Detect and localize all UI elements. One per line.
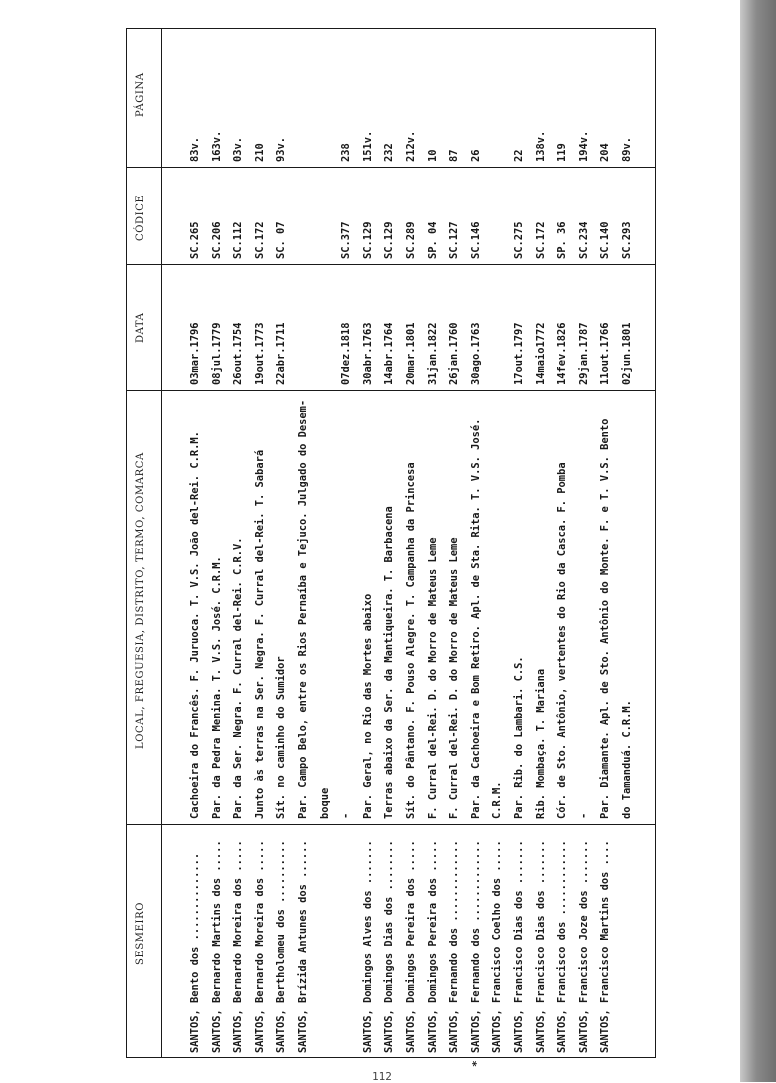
- cell-codice: SP. 36: [556, 221, 569, 259]
- cell-data: 14fev.1826: [556, 322, 569, 385]
- cell-sesmeiro: SANTOS, Bertholomeu dos ..........: [275, 840, 288, 1053]
- cell-codice: SC.172: [534, 221, 547, 259]
- cell-local: boque: [318, 787, 331, 819]
- cell-local: Par. da Ser. Negra. F. Curral del-Rei. C.R.V.: [232, 537, 245, 819]
- sesmarias-table: [126, 28, 656, 1067]
- cell-local: Par. da Pedra Menina. T. V.S. José. C.R.M.: [210, 556, 223, 819]
- header-data: DATA: [135, 312, 146, 343]
- cell-data: 22abr.1711: [275, 322, 288, 385]
- cell-local: F. Curral del-Rei. D. do Morro de Mateus Leme: [448, 537, 461, 819]
- cell-pagina: 232: [383, 143, 396, 162]
- cell-pagina: 26: [469, 149, 482, 162]
- cell-pagina: 151v.: [361, 130, 374, 162]
- cell-data: 03mar.1796: [189, 322, 201, 385]
- table-body: [189, 27, 649, 1067]
- cell-codice: SC.206: [210, 221, 223, 259]
- cell-local: Par. Geral, no Rio das Mortes abaixo: [361, 593, 374, 819]
- page-number: 112: [372, 1070, 392, 1083]
- cell-sesmeiro: SANTOS, Fernando dos .............: [448, 840, 461, 1053]
- header-pagina: PÁGINA: [135, 72, 146, 117]
- cell-data: 26out.1754: [232, 322, 245, 385]
- cell-sesmeiro: SANTOS, Brízida Antunes dos ......: [297, 840, 309, 1053]
- cell-sesmeiro: SANTOS, Francisco dos ............: [556, 840, 569, 1053]
- cell-pagina: 22: [513, 149, 525, 162]
- cell-data: 14maio1772: [534, 322, 547, 385]
- cell-pagina: 93v.: [275, 136, 288, 162]
- header-sesmeiro: SESMEIRO: [135, 901, 146, 965]
- cell-data: 30abr.1763: [361, 322, 374, 385]
- cell-codice: SC.377: [340, 221, 353, 259]
- cell-sesmeiro: SANTOS, Francisco Joze dos .......: [577, 840, 590, 1053]
- header-codice: CÓDICE: [135, 194, 146, 241]
- cell-local: -: [340, 812, 353, 819]
- cell-local: Par. Campo Belo, entre os Rios Pernaíba e Tejuco. Julgado do Desem-: [297, 399, 309, 819]
- cell-data: 31jan.1822: [426, 322, 439, 385]
- rotated-page: [126, 28, 656, 1067]
- cell-data: 19out.1773: [253, 322, 266, 385]
- cell-data: 17out.1797: [513, 322, 525, 385]
- cell-local: Junto às terras na Ser. Negra. F. Curral del-Rei. T. Sabará: [253, 449, 266, 819]
- cell-pagina: 89v.: [621, 136, 633, 162]
- cell-codice: SC.129: [383, 221, 396, 259]
- cell-pagina: 119: [556, 143, 569, 162]
- cell-codice: SC. 07: [275, 221, 288, 259]
- cell-local: Rib. Mombaça. T. Mariana: [534, 668, 547, 819]
- cell-codice: SC.293: [621, 221, 633, 259]
- cell-data: 07dez.1818: [340, 322, 353, 385]
- cell-sesmeiro: SANTOS, Bernardo Moreira dos .....: [232, 840, 245, 1053]
- cell-local: do Tamanduá. C.R.M.: [621, 700, 633, 819]
- cell-sesmeiro: SANTOS, Bernardo Moreira dos .....: [253, 840, 266, 1053]
- cell-data: 30ago.1763: [469, 322, 482, 385]
- cell-pagina: 10: [426, 149, 439, 162]
- cell-sesmeiro: SANTOS, Francisco Coelho dos .....: [491, 840, 504, 1053]
- cell-sesmeiro: SANTOS, Francisco Martins dos ....: [599, 840, 612, 1053]
- cell-sesmeiro: SANTOS, Fernando dos .............: [469, 840, 482, 1053]
- cell-pagina: 83v.: [189, 136, 201, 162]
- header-local: LOCAL, FREGUESIA, DISTRITO, TERMO, COMARCA: [135, 452, 146, 749]
- cell-local: Terras abaixo da Ser. da Mantiqueira. T. Barbacena: [383, 506, 396, 819]
- cell-pagina: 204: [599, 143, 612, 162]
- cell-data: 08jul.1779: [210, 322, 223, 385]
- cell-data: 29jan.1787: [577, 322, 590, 385]
- cell-codice: SC.146: [469, 221, 482, 259]
- cell-sesmeiro: SANTOS, Bernardo Martins dos .....: [210, 840, 223, 1053]
- cell-codice: SC.140: [599, 221, 612, 259]
- cell-local: C.R.M.: [491, 781, 504, 819]
- cell-codice: SC.129: [361, 221, 374, 259]
- cell-codice: SC.172: [253, 221, 266, 259]
- cell-pagina: 238: [340, 143, 353, 162]
- cell-sesmeiro: SANTOS, Domingos Pereira dos .....: [426, 840, 439, 1053]
- cell-codice: SC.127: [448, 221, 461, 259]
- cell-pagina: 210: [253, 143, 266, 162]
- cell-pagina: 03v.: [232, 136, 245, 162]
- cell-pagina: 163v.: [210, 130, 223, 162]
- cell-sesmeiro: SANTOS, Domingos Pereira dos .....: [405, 840, 417, 1053]
- cell-data: 26jan.1760: [448, 322, 461, 385]
- cell-data: 20mar.1801: [405, 322, 417, 385]
- cell-sesmeiro: SANTOS, Domingos Dias dos ........: [383, 840, 396, 1053]
- cell-data: 02jun.1801: [621, 322, 633, 385]
- cell-local: F. Curral del-Rei. D. do Morro de Mateus Leme: [426, 537, 439, 819]
- cell-sesmeiro: SANTOS, Bento dos ..............: [189, 852, 201, 1053]
- cell-local: Par. Diamante. Apl. de Sto. Antônio do Monte. F. e T. V.S. Bento: [599, 418, 612, 819]
- cell-pagina: 138v.: [534, 130, 547, 162]
- cell-data: 11out.1766: [599, 322, 612, 385]
- cell-codice: SC.265: [189, 221, 201, 259]
- cell-pagina: 194v.: [577, 130, 590, 162]
- cell-local: Sít. do Pântano. F. Pouso Alegre. T. Campanha da Princesa: [405, 462, 417, 819]
- cell-codice: SC.289: [405, 221, 417, 259]
- cell-sesmeiro: SANTOS, Domingos Alves dos .......: [361, 840, 374, 1053]
- cell-codice: SC.234: [577, 221, 590, 259]
- cell-local: Par. Rib. do Lambari. C.S.: [513, 656, 525, 819]
- scan-shadow-edge: [740, 0, 776, 1082]
- cell-pagina: 87: [448, 149, 461, 162]
- cell-pagina: 212v.: [405, 130, 417, 162]
- cell-local: Sít. no caminho do Sumidor: [275, 656, 288, 819]
- cell-local: Par. da Cachoeira e Bom Retiro. Apl. de Sta. Rita. T. V.S. José.: [469, 418, 482, 819]
- cell-local: Cór. de Sto. Antônio, vertentes do Rio da Casca. F. Pomba: [556, 462, 569, 819]
- cell-data: 14abr.1764: [383, 322, 396, 385]
- cell-sesmeiro: SANTOS, Francisco Dias dos .......: [513, 840, 525, 1053]
- cell-local: Cachoeira do Francês. F. Juruoca. T. V.S. João del-Rei. C.R.M.: [189, 431, 201, 819]
- cell-codice: SC.275: [513, 221, 525, 259]
- cell-codice: SC.112: [232, 221, 245, 259]
- cell-codice: SP. 04: [426, 221, 439, 259]
- cell-sesmeiro: SANTOS, Francisco Dias dos .......: [534, 840, 547, 1053]
- cell-local: -: [577, 812, 590, 819]
- header-divider: [161, 29, 162, 1057]
- star-mark: *: [469, 1060, 483, 1067]
